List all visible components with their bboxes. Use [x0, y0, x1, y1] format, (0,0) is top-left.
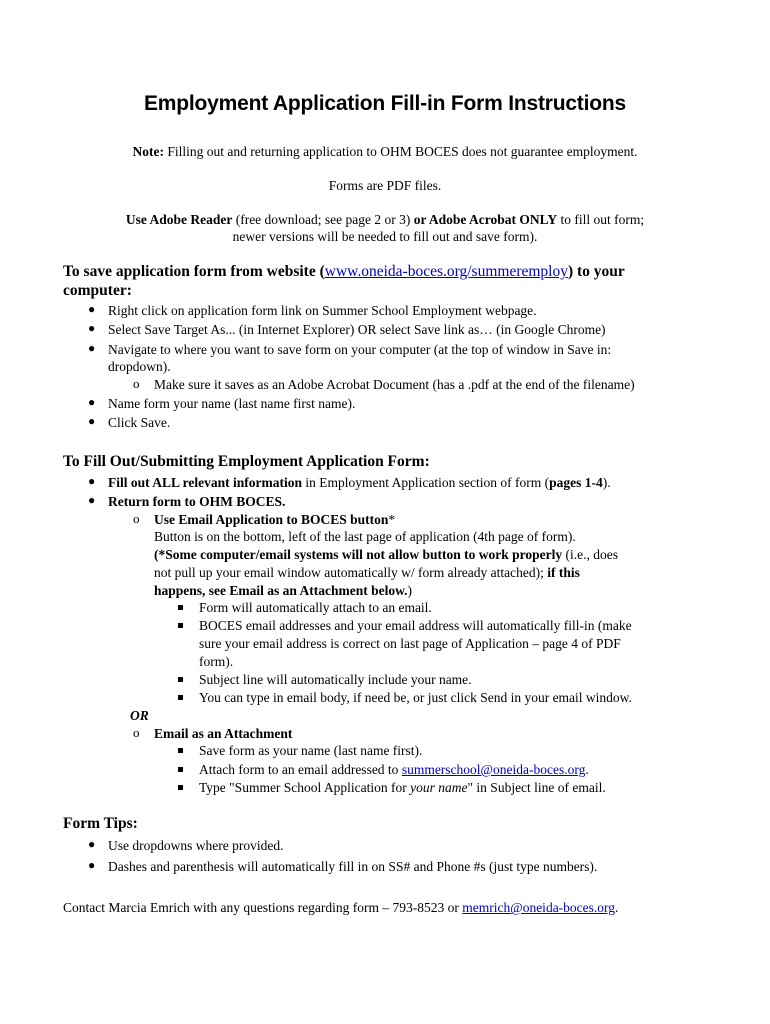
- square-bullet-icon: [178, 748, 183, 753]
- circle-bullet-icon: o: [133, 376, 140, 391]
- warning3-end: ): [407, 583, 413, 598]
- circle-bullet-icon: o: [133, 725, 140, 740]
- or-label: [130, 707, 149, 724]
- attach-sub-2-end: .: [585, 762, 589, 777]
- warning-line-2: [154, 564, 580, 581]
- save-item-5: Click Save.: [108, 415, 171, 430]
- contact-end: .: [615, 900, 619, 915]
- note-label: Note:: [132, 144, 164, 159]
- reader-bold-1: Use Adobe Reader: [125, 212, 233, 227]
- fill-bold: Fill out ALL relevant information: [108, 475, 303, 490]
- fill-item-1: [108, 474, 611, 491]
- reader-line-2: newer versions will be needed to fill out and save form).: [232, 229, 538, 244]
- attach-sub-1: Save form as your name (last name first).: [199, 743, 423, 758]
- note-text: Filling out and returning application to OHM BOCES does not guarantee employment.: [163, 144, 638, 159]
- save-heading-text-b: ) to your: [567, 263, 625, 280]
- warning-line-1: [154, 546, 618, 563]
- tip-2: Dashes and parenthesis will automatically fill in on SS# and Phone #s (just type numbers).: [108, 859, 598, 874]
- save-item-4: Name form your name (last name first name).: [108, 396, 356, 411]
- bullet-icon: ●: [88, 341, 96, 355]
- attach-sub-3: [199, 779, 606, 796]
- reader-text-1: (free download; see page 2 or 3): [232, 212, 414, 227]
- return-text: Return form to OHM BOCES.: [108, 494, 286, 509]
- warning-bold: (*Some computer/email systems will not allow button to work properly: [154, 547, 563, 562]
- bullet-icon: ●: [88, 414, 96, 428]
- attachment-item: [154, 725, 292, 742]
- save-item-2: Select Save Target As... (in Internet Explorer) OR select Save link as… (in Google Chrome): [108, 322, 606, 337]
- fill-text: in Employment Application section of form (: [302, 475, 550, 490]
- bullet-icon: ●: [88, 493, 96, 507]
- button-location-line: Button is on the bottom, left of the last page of application (4th page of form).: [154, 529, 576, 544]
- summeremploy-link[interactable]: www.oneida-boces.org/summeremploy: [324, 263, 568, 280]
- bullet-icon: ●: [88, 837, 96, 851]
- contact-line: [63, 899, 618, 916]
- warning-line-3: [154, 582, 412, 599]
- email-sub-2a: BOCES email addresses and your email address will automatically fill-in (make: [199, 618, 632, 633]
- circle-bullet-icon: o: [133, 511, 140, 526]
- tips-heading: Form Tips:: [63, 815, 138, 832]
- contact-email-link[interactable]: memrich@oneida-boces.org: [462, 900, 616, 915]
- bullet-icon: ●: [88, 321, 96, 335]
- forms-pdf-line: Forms are PDF files.: [328, 178, 442, 193]
- attach-sub-3-italic: your name: [410, 780, 468, 795]
- bullet-icon: ●: [88, 395, 96, 409]
- save-item-3: Navigate to where you want to save form on your computer (at the top of window in Save in:: [108, 342, 612, 357]
- save-subitem-1: Make sure it saves as an Adobe Acrobat Document (has a .pdf at the end of the filename): [154, 377, 635, 392]
- email-sub-4: You can type in email body, if need be, or just click Send in your email window.: [199, 690, 632, 705]
- square-bullet-icon: [178, 767, 183, 772]
- reader-bold-2: or Adobe Acrobat ONLY: [413, 212, 558, 227]
- save-section-heading: [63, 263, 625, 281]
- attach-sub-3-text: Type "Summer School Application for: [199, 780, 411, 795]
- email-sub-2c: form).: [199, 654, 234, 669]
- square-bullet-icon: [178, 623, 183, 628]
- fill-pages: pages 1-4: [549, 475, 603, 490]
- summerschool-email-link[interactable]: summerschool@oneida-boces.org: [401, 762, 586, 777]
- email-button-text: Use Email Application to BOCES button: [154, 512, 389, 527]
- square-bullet-icon: [178, 785, 183, 790]
- attachment-text: Email as an Attachment: [154, 726, 293, 741]
- save-item-1: Right click on application form link on Summer School Employment webpage.: [108, 303, 537, 318]
- save-section-heading-line2: computer:: [63, 282, 132, 299]
- square-bullet-icon: [178, 605, 183, 610]
- bullet-icon: ●: [88, 858, 96, 872]
- return-item: [108, 493, 285, 510]
- save-heading-text-a: To save application form from website (: [63, 263, 325, 280]
- email-sub-1: Form will automatically attach to an email.: [199, 600, 432, 615]
- attach-sub-2: [199, 761, 589, 778]
- email-sub-3: Subject line will automatically include your name.: [199, 672, 472, 687]
- tip-1: Use dropdowns where provided.: [108, 838, 284, 853]
- reader-text-2: to fill out form;: [557, 212, 645, 227]
- contact-text: Contact Marcia Emrich with any questions regarding form – 793-8523 or: [63, 900, 463, 915]
- fill-end: ).: [602, 475, 611, 490]
- square-bullet-icon: [178, 695, 183, 700]
- page-title: Employment Application Fill-in Form Instructions: [144, 92, 626, 115]
- attach-sub-3-end: " in Subject line of email.: [467, 780, 606, 795]
- reader-line-1: [0, 211, 770, 228]
- email-button-star: *: [388, 512, 396, 527]
- warning-text: (i.e., does: [562, 547, 618, 562]
- attach-sub-2-text: Attach form to an email addressed to: [199, 762, 402, 777]
- square-bullet-icon: [178, 677, 183, 682]
- warning2-bold: if this: [547, 565, 580, 580]
- bullet-icon: ●: [88, 302, 96, 316]
- note-line: [0, 143, 770, 160]
- warning2-text: not pull up your email window automatically w/ form already attached);: [154, 565, 548, 580]
- save-item-3-cont: dropdown).: [108, 359, 171, 374]
- email-sub-2b: sure your email address is correct on last page of Application – page 4 of PDF: [199, 636, 621, 651]
- fill-section-heading: To Fill Out/Submitting Employment Application Form:: [63, 453, 430, 470]
- bullet-icon: ●: [88, 474, 96, 488]
- or-text: OR: [130, 708, 149, 723]
- warning3-bold: happens, see Email as an Attachment below.: [154, 583, 408, 598]
- email-button-item: [154, 511, 395, 528]
